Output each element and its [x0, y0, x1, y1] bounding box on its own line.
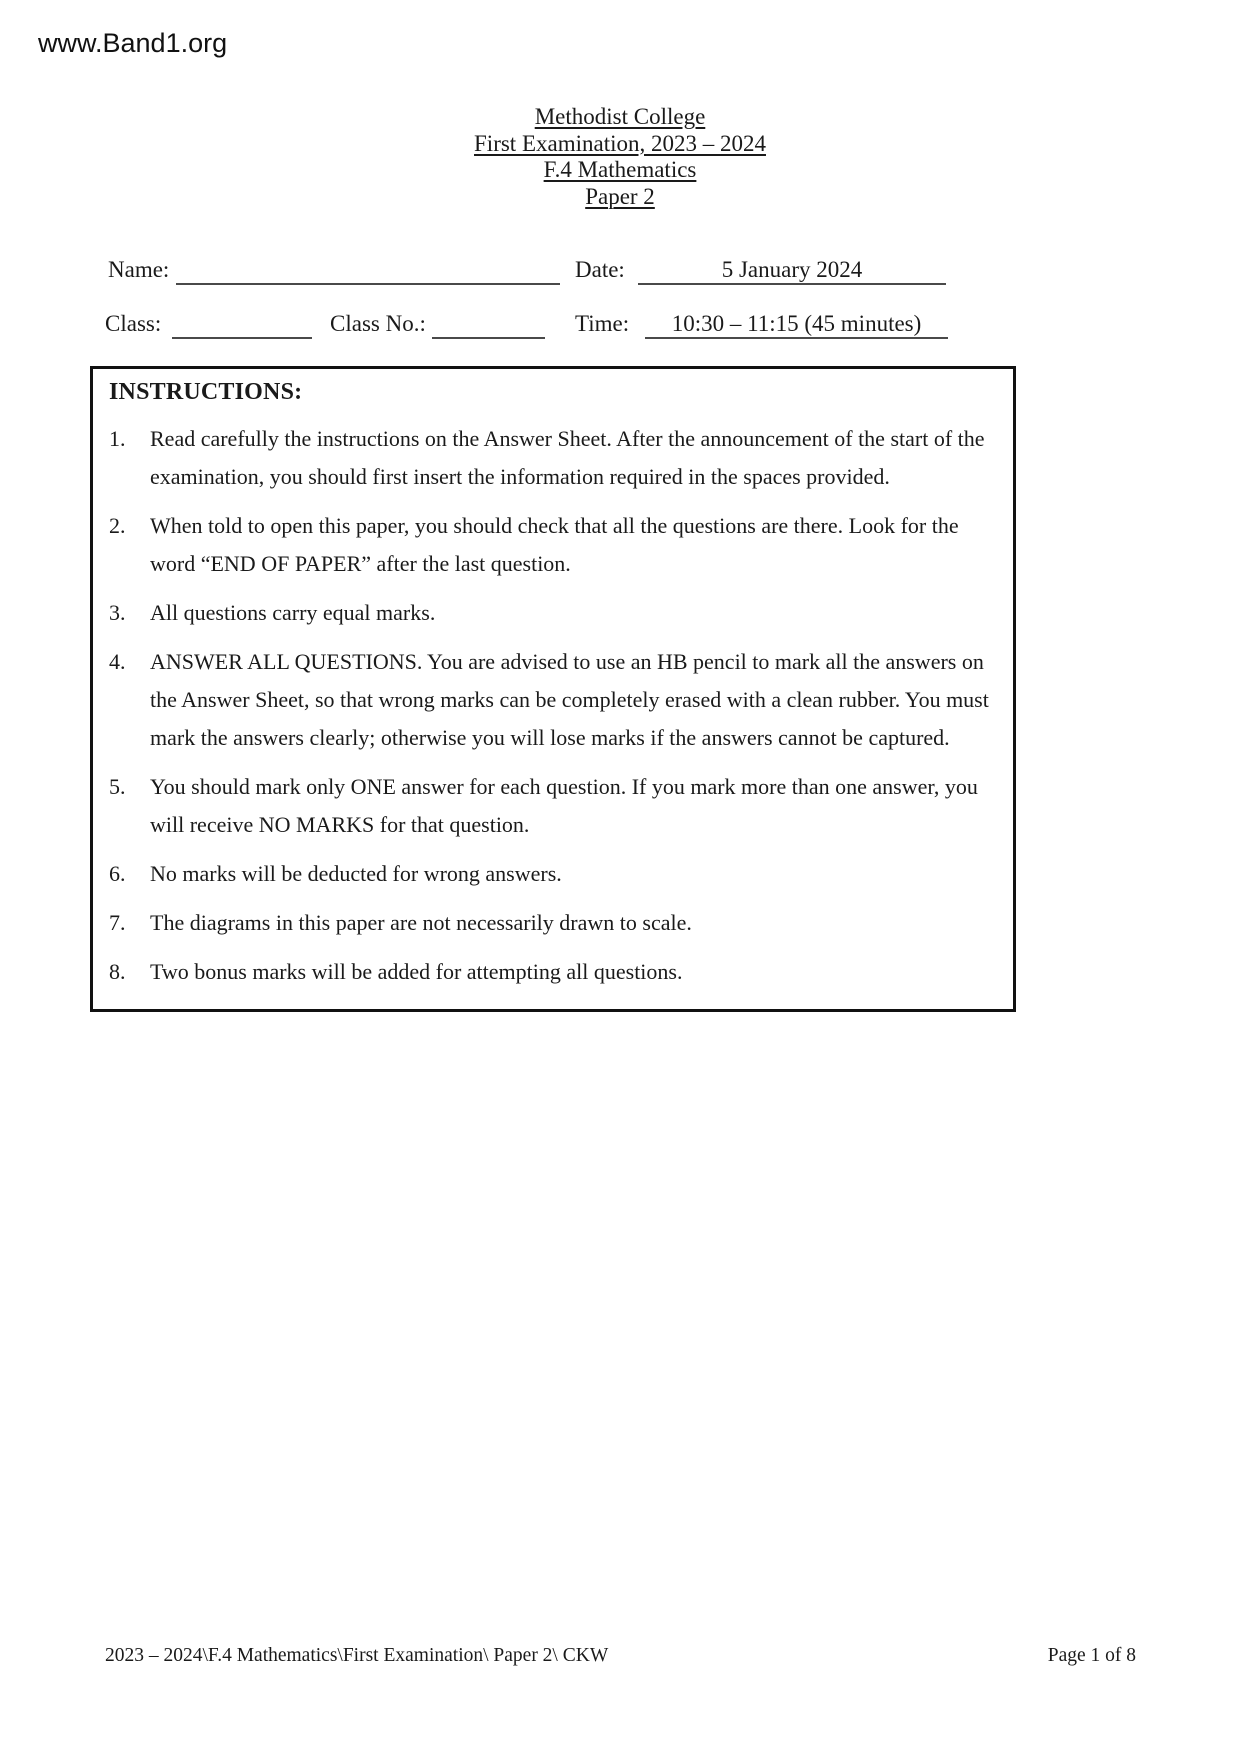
- name-field-line: [176, 257, 560, 285]
- time-label: Time:: [575, 311, 630, 336]
- instruction-item: [109, 855, 999, 893]
- instruction-text: Read carefully the instructions on the Answer Sheet. After the announcement of the start of the examination, you should first insert the information required in the spaces provided.: [150, 426, 985, 489]
- class-field-line: [172, 311, 312, 339]
- date-label: Date:: [575, 257, 625, 282]
- instruction-item: [109, 768, 999, 844]
- site-watermark: www.Band1.org: [38, 28, 228, 58]
- subject-name: F.4 Mathematics: [543, 157, 697, 182]
- instruction-item: [109, 953, 999, 991]
- instruction-item: [109, 507, 999, 583]
- instructions-heading: INSTRUCTIONS:: [109, 379, 303, 405]
- exam-name: First Examination, 2023 – 2024: [474, 130, 766, 156]
- instruction-text: Two bonus marks will be added for attempting all questions.: [150, 959, 683, 984]
- class-no-label: Class No.:: [330, 311, 426, 336]
- instruction-item: [109, 420, 999, 496]
- footer-file-path: 2023 – 2024\F.4 Mathematics\First Examination\ Paper 2\ CKW: [105, 1645, 609, 1666]
- footer-page-number: Page 1 of 8: [1047, 1645, 1136, 1666]
- instruction-text: The diagrams in this paper are not necessarily drawn to scale.: [150, 910, 692, 935]
- exam-title-block: [0, 104, 1240, 210]
- instruction-number: 7.: [109, 910, 126, 935]
- instruction-text: You should mark only ONE answer for each question. If you mark more than one answer, you will receive NO MARKS for that question.: [150, 774, 978, 837]
- instruction-item: [109, 594, 999, 632]
- instruction-text: When told to open this paper, you should check that all the questions are there. Look for the word “END OF PAPER” after the last question.: [150, 513, 959, 576]
- instruction-number: 4.: [109, 649, 126, 674]
- class-no-field-line: [432, 311, 545, 339]
- instruction-item: [109, 643, 999, 757]
- instruction-number: 6.: [109, 861, 126, 886]
- instruction-number: 5.: [109, 774, 126, 799]
- instruction-text: ANSWER ALL QUESTIONS. You are advised to use an HB pencil to mark all the answers on the Answer Sheet, so that wrong marks can be completely erased with a clean rubber. You must mark the answers clearly; otherwise you will lose marks if the answers cannot be captured.: [150, 649, 989, 750]
- instruction-number: 1.: [109, 426, 126, 451]
- instructions-box: [90, 366, 1016, 1012]
- instruction-item: [109, 904, 999, 942]
- instruction-number: 2.: [109, 513, 126, 538]
- name-label: Name:: [108, 257, 170, 282]
- paper-number: Paper 2: [585, 183, 655, 209]
- school-name: Methodist College: [534, 104, 706, 129]
- instruction-number: 3.: [109, 600, 126, 625]
- instruction-text: All questions carry equal marks.: [150, 600, 436, 625]
- instruction-number: 8.: [109, 959, 126, 984]
- class-label: Class:: [105, 311, 162, 336]
- time-field-line: 10:30 – 11:15 (45 minutes): [645, 311, 948, 339]
- date-field-line: 5 January 2024: [638, 257, 946, 285]
- instruction-text: No marks will be deducted for wrong answers.: [150, 861, 562, 886]
